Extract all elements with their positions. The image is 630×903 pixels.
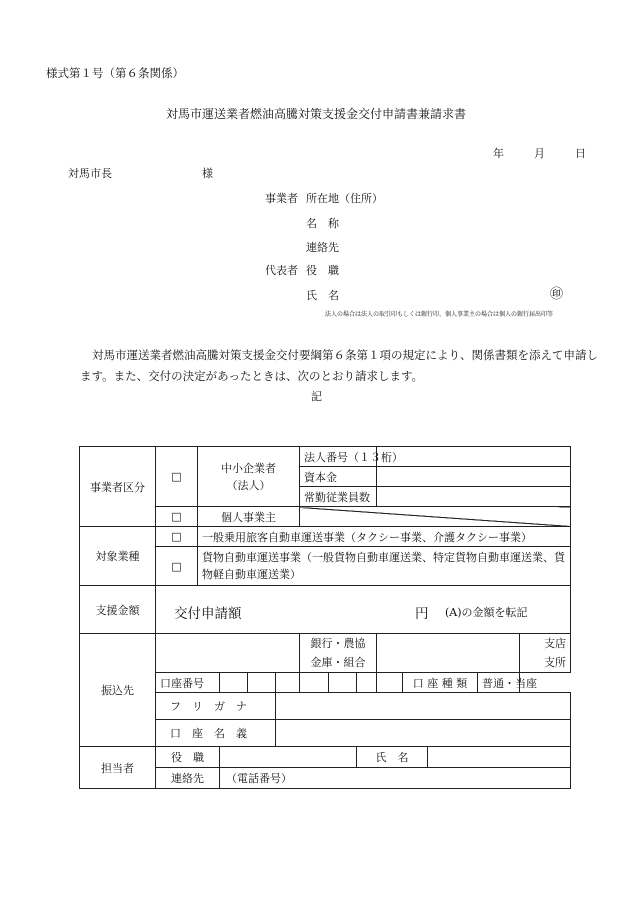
account-type-value[interactable]: 普通・当座 (478, 673, 520, 693)
bank-types-line1: 銀行・農協 (310, 637, 366, 650)
branch-line1: 支店 (544, 637, 566, 650)
sme-corp-checkbox[interactable]: □ (156, 447, 198, 507)
address-label: 所在地（住所） (306, 192, 383, 205)
corp-number-field[interactable] (377, 447, 571, 467)
honorific: 様 (202, 167, 213, 180)
phone-label: （電話番号） (226, 772, 292, 785)
transfer-note: (A)の金額を転記 (445, 605, 528, 619)
account-digit-7[interactable] (377, 673, 403, 693)
capital-label: 資本金 (300, 467, 377, 487)
account-digit-5[interactable] (329, 673, 357, 693)
transfer-to-label: 振込先 (80, 634, 156, 747)
form-number: 様式第１号（第６条関係） (46, 66, 184, 80)
employees-label: 常勤従業員数 (300, 487, 377, 507)
sole-proprietor-blank (300, 507, 571, 527)
pic-name-field[interactable] (428, 747, 571, 768)
seal-note: 法人の場合は法人の取引印もしくは銀行印、個人事業主の場合は個人の銀行届出印等 (325, 311, 554, 318)
date-year-label: 年 (493, 147, 504, 160)
business-label: 事業者 (265, 192, 298, 205)
sole-proprietor-checkbox[interactable]: □ (156, 507, 198, 527)
industry-passenger-label: 一般乗用旅客自動車運送事業（タクシー事業、介護タクシー事業） (198, 527, 571, 547)
passenger-checkbox[interactable]: □ (156, 527, 198, 547)
account-digit-2[interactable] (248, 673, 276, 693)
account-digit-1[interactable] (220, 673, 248, 693)
date-day-label: 日 (575, 147, 586, 160)
position-label: 役 職 (306, 264, 339, 277)
branch-line2: 支所 (544, 656, 566, 669)
employees-field[interactable] (377, 487, 571, 507)
furigana-label: フ リ ガ ナ (156, 693, 276, 720)
pic-position-field[interactable] (220, 747, 357, 768)
furigana-field[interactable] (276, 693, 571, 720)
branch-types (520, 634, 571, 673)
branch-name-field[interactable] (377, 634, 520, 673)
target-industry-label: 対象業種 (80, 527, 156, 586)
pic-contact-field[interactable] (220, 768, 571, 789)
pic-contact-label: 連絡先 (156, 768, 220, 789)
sole-proprietor-label: 個人事業主 (198, 507, 300, 527)
application-amount-label: 交付申請額 (174, 605, 242, 622)
capital-field[interactable] (377, 467, 571, 487)
account-holder-label: 口 座 名 義 (156, 720, 276, 747)
bank-types-line2: 金庫・組合 (310, 656, 366, 669)
sme-corp-label (198, 447, 300, 507)
bank-types (300, 634, 377, 673)
pic-name-label: 氏 名 (357, 747, 428, 768)
freight-checkbox[interactable]: □ (156, 547, 198, 586)
representative-label: 代表者 (265, 264, 298, 277)
business-category-label: 事業者区分 (80, 447, 156, 527)
support-amount-label: 支援金額 (80, 586, 156, 634)
ki-label: 記 (311, 390, 322, 403)
account-number-label: 口座番号 (156, 673, 220, 693)
addressee: 対馬市長 (68, 167, 112, 180)
industry-freight-label: 貨物自動車運送事業（一般貨物自動車運送業、特定貨物自動車運送業、貨物軽自動車運送業） (198, 547, 571, 586)
contact-label: 連絡先 (306, 241, 339, 254)
name-label: 名 称 (306, 217, 339, 230)
document-title: 対馬市運送業者燃油高騰対策支援金交付申請書兼請求書 (166, 107, 467, 121)
body-paragraph: 対馬市運送業者燃油高騰対策支援金交付要綱第６条第１項の規定により、関係書類を添えて申請します。また、交付の決定があったときは、次のとおり請求します。 (80, 348, 598, 383)
pic-position-label: 役 職 (156, 747, 220, 768)
date-month-label: 月 (534, 147, 545, 160)
yen-label: 円 (415, 605, 429, 622)
account-holder-field[interactable] (276, 720, 571, 747)
person-name-label: 氏 名 (306, 289, 339, 302)
corp-number-label: 法人番号（１３桁） (300, 447, 377, 467)
sme-corp-line1: 中小企業者 (221, 461, 276, 475)
support-amount-cell[interactable] (156, 586, 571, 634)
application-form-table (79, 446, 571, 789)
seal-mark: ㊞ (550, 287, 564, 302)
bank-name-field[interactable] (156, 634, 300, 673)
account-digit-6[interactable] (357, 673, 377, 693)
account-digit-4[interactable] (300, 673, 329, 693)
account-digit-3[interactable] (276, 673, 300, 693)
account-type-label: 口 座 種 類 (403, 673, 478, 693)
sme-corp-line2: （法人） (226, 478, 271, 492)
person-in-charge-label: 担当者 (80, 747, 156, 789)
